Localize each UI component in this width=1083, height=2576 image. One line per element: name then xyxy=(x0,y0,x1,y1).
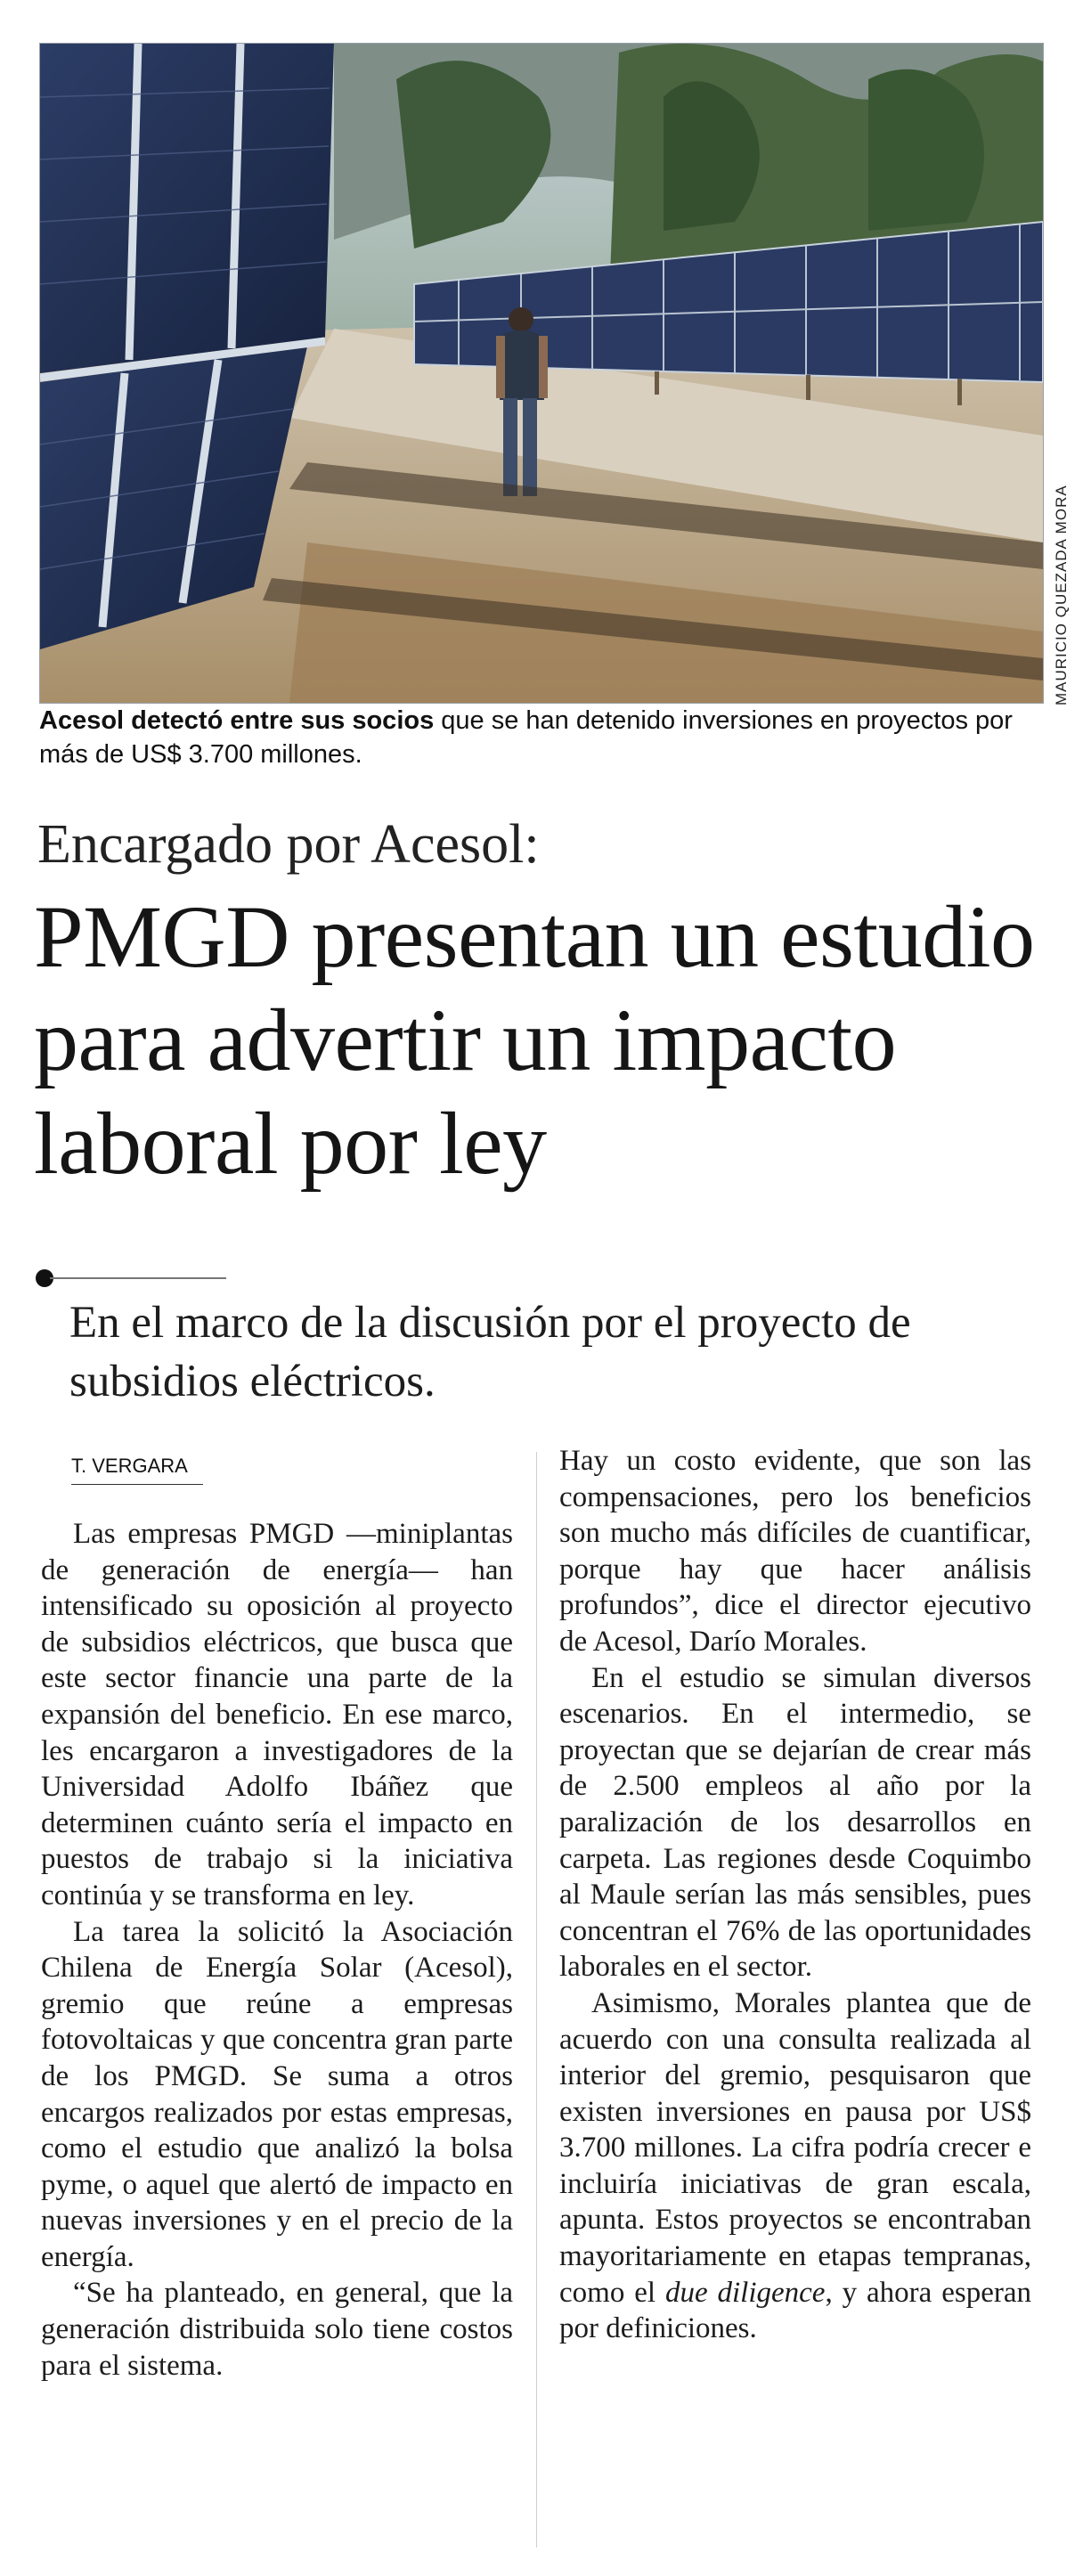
rule-line xyxy=(50,1277,226,1279)
paragraph-text: Asimismo, Morales plantea que de acuerdo con una consulta realizada al interior del gremio, pesquisaron que existen inversiones en pausa por US$ 3.700 millones. La cifra podría crecer e incluiría iniciativas de gran escala, apunta. Estos proyectos se encontraban mayoritariamente en etapas tempranas, como el xyxy=(559,1986,1031,2309)
column-divider xyxy=(536,1452,537,2547)
body-column-2 xyxy=(559,1443,1031,2347)
caption-text: que se han detenido inversiones en proyectos por más de US$ 3.700 millones. xyxy=(39,706,1013,769)
subheadline: En el marco de la discusión por el proyecto de subsidios eléctricos. xyxy=(69,1298,911,1406)
paragraph: Las empresas PMGD —miniplantas de generación de energía— han intensificado su oposición al proyecto de subsidios eléctricos, que busca que este sector financie una parte de la expansión del beneficio. En ese marco, les encargaron a investigadores de la Universidad Adolfo Ibáñez que determinen cuánto sería el impacto en puestos de trabajo si la iniciativa continúa y se transforma en ley. xyxy=(41,1518,513,1912)
photo-caption xyxy=(39,704,1042,771)
kicker: Encargado por Acesol: xyxy=(37,814,540,875)
paragraph: Hay un costo evidente, que son las compensaciones, pero los beneficios son mucho más difíciles de cuantificar, porque hay que hacer análisis profundos”, dice el director ejecutivo de Acesol, Darío Morales. xyxy=(559,1445,1031,1658)
byline: T. VERGARA xyxy=(71,1454,203,1485)
paragraph: “Se ha planteado, en general, que la generación distribuida solo tiene costos para el sistema. xyxy=(41,2277,513,2382)
solar-field-image xyxy=(40,44,1043,703)
paragraph-text: , y ahora esperan por definiciones. xyxy=(559,2276,1032,2345)
article-photo xyxy=(39,43,1044,704)
paragraph xyxy=(559,1985,1031,2347)
headline: PMGD presentan un estudio para advertir un impacto laboral por ley xyxy=(34,887,1035,1193)
caption-lead: Acesol detectó entre sus socios xyxy=(39,706,435,735)
italic-term: due diligence xyxy=(664,2276,826,2309)
paragraph: En el estudio se simulan diversos escenarios. En el intermedio, se proyectan que se dejarían de crear más de 2.500 empleos al año por la paralización de los desarrollos en carpeta. Las regiones desde Coquimbo al Maule serían las más sensibles, pues concentran el 76% de las oportunidades laborales en el sector. xyxy=(559,1661,1031,1984)
photo-credit: MAURICIO QUEZADA MORA xyxy=(1053,485,1070,705)
paragraph: La tarea la solicitó la Asociación Chilena de Energía Solar (Acesol), gremio que reúne a empresas fotovoltaicas y que concentra gran parte de los PMGD. Se suma a otros encargos realizados por estas empresas, como el estudio que analizó la bolsa pyme, o aquel que alertó de impacto en nuevas inversiones y en el precio de la energía. xyxy=(41,1915,513,2273)
body-column-1 xyxy=(41,1516,513,2384)
